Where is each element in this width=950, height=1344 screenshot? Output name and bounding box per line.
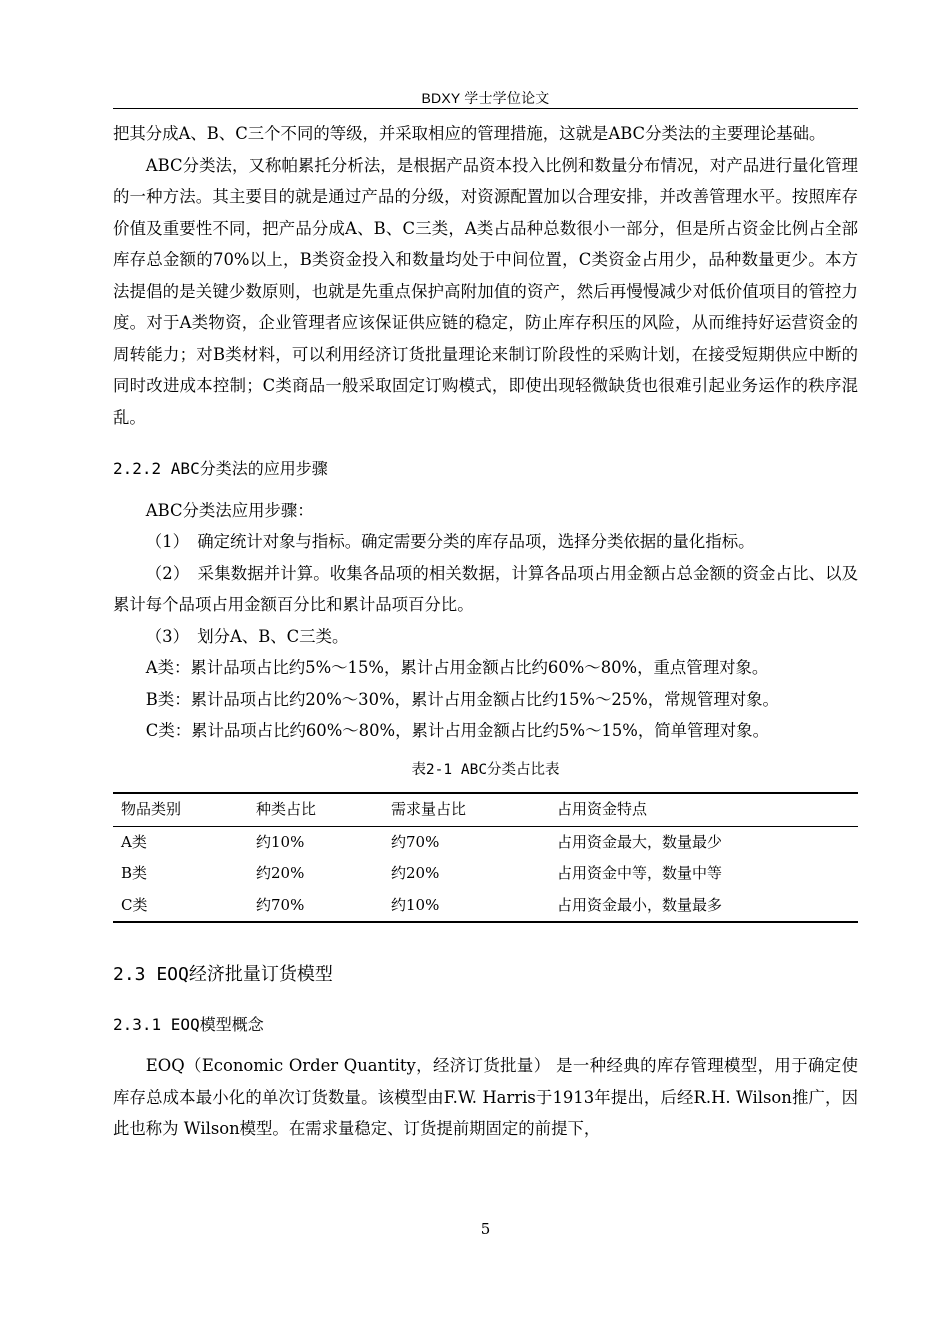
abc-table (113, 792, 858, 923)
list-item-step-1: （1） 确定统计对象与指标。确定需要分类的库存品项，选择分类依据的量化指标。 (145, 532, 755, 551)
paragraph: EOQ（Economic Order Quantity，经济订货批量） 是一种经典的库存管理模型，用于确定使库存总成本最小化的单次订货数量。该模型由F.W. Harris于1913年提出，后经R.H. Wilson推广，因此也称为 Wilson模型。在需求量稳定、订货提前期固定的前提下， (113, 1056, 858, 1138)
table-cell: 约20% (256, 864, 305, 882)
table-header-cell: 占用资金特点 (557, 800, 648, 818)
table-cell: 约70% (391, 832, 440, 851)
list-item-step-3: （3） 划分A、B、C三类。 (145, 626, 349, 646)
table-row (113, 826, 858, 858)
table-cell: 占用资金最大，数量最少 (557, 832, 723, 851)
class-a-description: A类：累计品项占比约5%～15%，累计占用金额占比约60%～80%，重点管理对象。 (145, 658, 769, 677)
document-body (113, 118, 858, 1145)
table-header-row (113, 793, 858, 826)
paragraph: 把其分成A、B、C三个不同的等级，并采取相应的管理措施，这就是ABC分类法的主要理论基础。 (113, 124, 826, 143)
table-cell: 约70% (256, 895, 305, 914)
table-header-cell: 需求量占比 (391, 800, 467, 818)
table-cell: 占用资金中等，数量中等 (557, 864, 723, 882)
table-cell: 约10% (256, 832, 305, 851)
class-c-description: C类：累计品项占比约60%～80%，累计占用金额占比约5%～15%，简单管理对象。 (145, 721, 769, 740)
list-item-step-2: （2） 采集数据并计算。收集各品项的相关数据，计算各品项占用金额占总金额的资金占比、以及累计每个品项占用金额百分比和累计品项百分比。 (113, 563, 858, 614)
table-cell: 约20% (391, 864, 440, 882)
table-cell: C类 (121, 895, 148, 914)
section-heading-2-3: 2.3 EOQ经济批量订货模型 (113, 964, 333, 985)
table-cell: A类 (121, 832, 147, 851)
table-cell: 约10% (391, 895, 440, 914)
class-b-description: B类：累计品项占比约20%～30%，累计占用金额占比约15%～25%，常规管理对象。 (145, 689, 779, 709)
paragraph: ABC分类法，又称帕累托分析法，是根据产品资本投入比例和数量分布情况，对产品进行量化管理的一种方法。其主要目的就是通过产品的分级，对资源配置加以合理安排，并改善管理水平。按照库存价值及重要性不同，把产品分成A、B、C三类，A类占品种总数很小一部分，但是所占资金比例占全部库存总金额的70%以上，B类资金投入和数量均处于中间位置，C类资金占用少，品种数量更少。本方法提倡的是关键少数原则，也就是先重点保护高附加值的资产，然后再慢慢减少对低价值项目的管控力度。对于A类物资，企业管理者应该保证供应链的稳定，防止库存积压的风险，从而维持好运营资金的周转能力；对B类材料，可以利用经济订货批量理论来制订阶段性的采购计划，在接受短期供应中断的同时改进成本控制；C类商品一般采取固定订购模式，即使出现轻微缺货也很难引起业务运作的秩序混乱。 (113, 155, 858, 427)
table-row (113, 890, 858, 923)
page-number: 5 (480, 1220, 491, 1238)
table-header-cell: 种类占比 (256, 800, 317, 818)
table-header-cell: 物品类别 (121, 800, 182, 818)
table-caption: 表2-1 ABC分类占比表 (411, 761, 560, 778)
table-cell: 占用资金最小，数量最多 (557, 895, 723, 914)
table-row (113, 858, 858, 890)
page-header: BDXY 学士学位论文 (113, 88, 858, 109)
paragraph: ABC分类法应用步骤： (145, 500, 314, 520)
section-heading-2-3-1: 2.3.1 EOQ模型概念 (113, 1014, 264, 1034)
section-heading-2-2-2: 2.2.2 ABC分类法的应用步骤 (113, 459, 328, 478)
table-cell: B类 (121, 864, 148, 882)
